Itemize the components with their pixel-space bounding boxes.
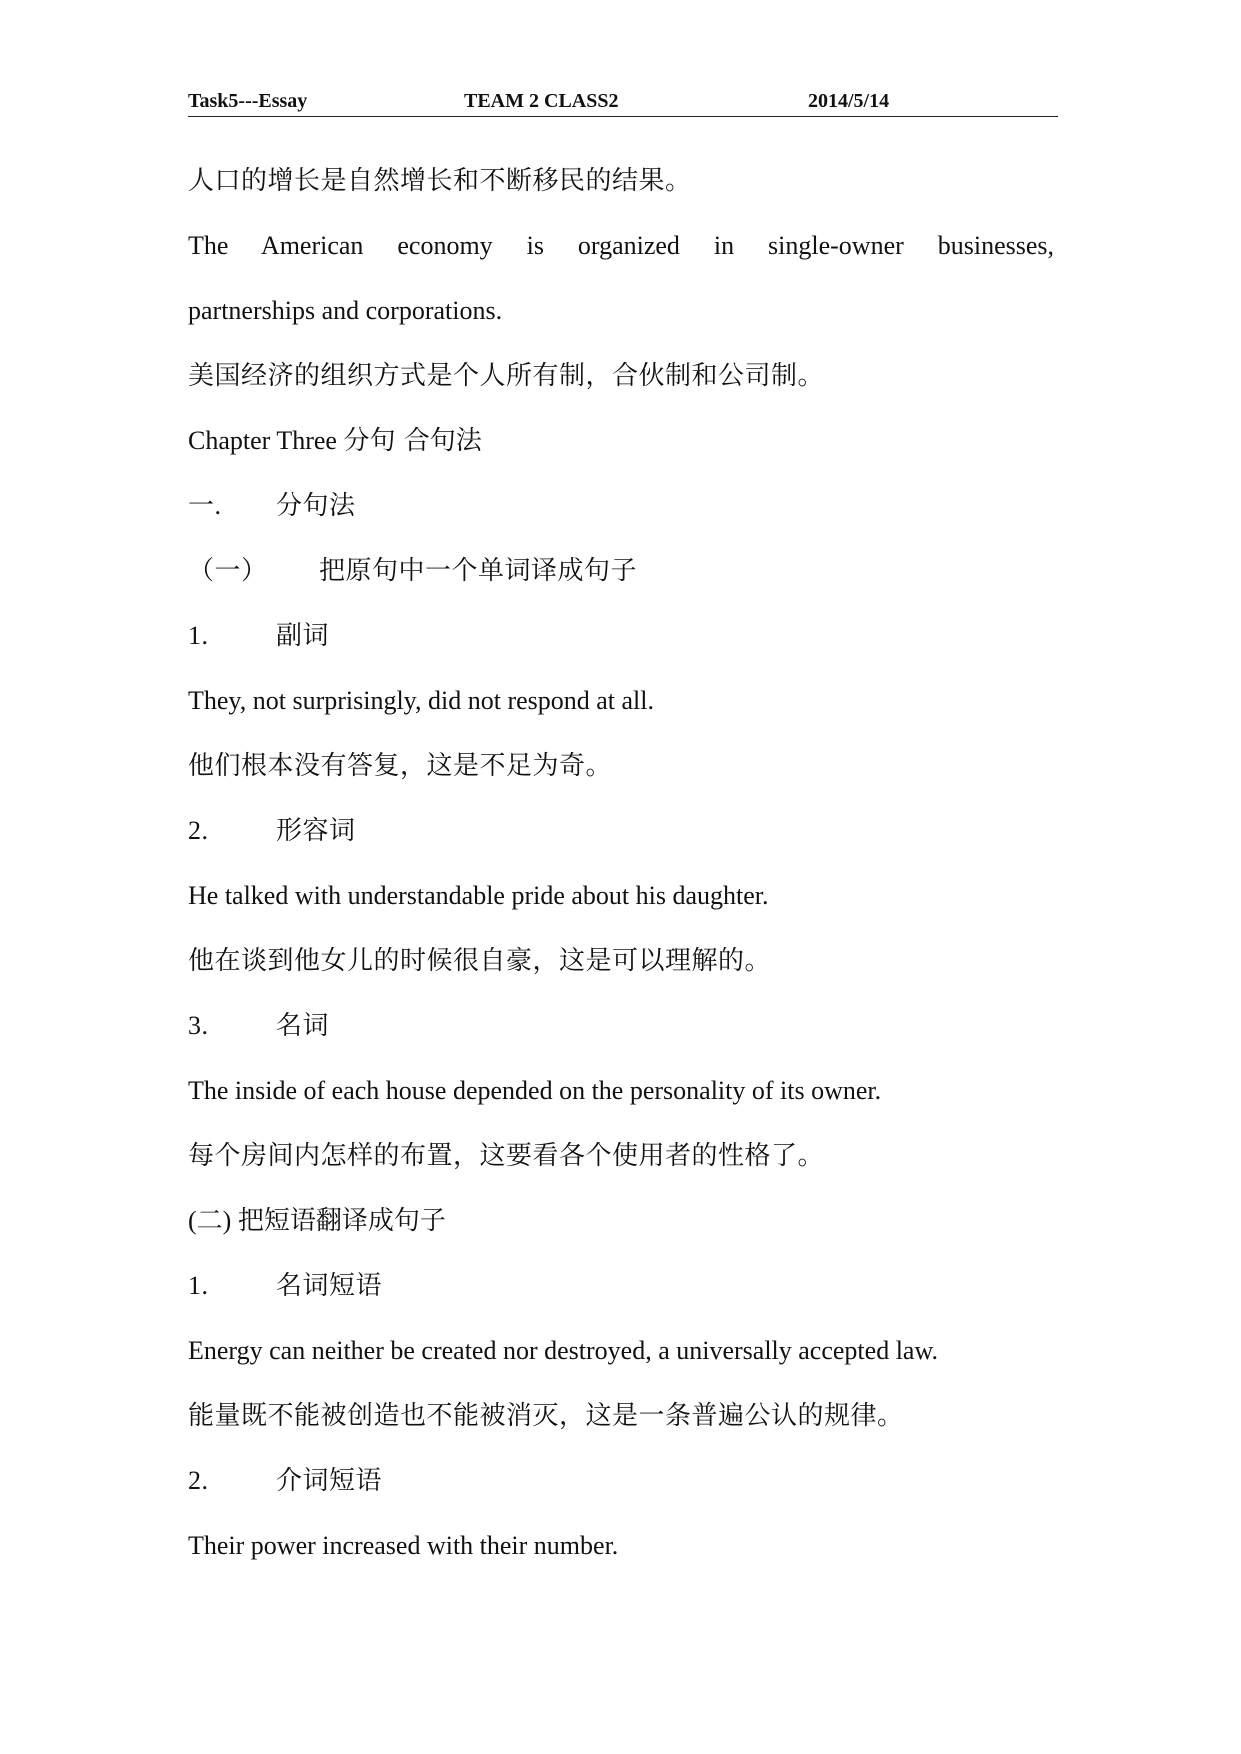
chapter-heading-cn: 分句 合句法 [343,426,482,456]
subsection-number: (二) [188,1206,238,1235]
list-item-title: 形容词 [276,816,356,846]
example-sentence-en: He talked with understandable pride about his daughter. [188,881,769,910]
example-sentence-en: They, not surprisingly, did not respond at all. [188,686,655,715]
example-sentence-en: The inside of each house depended on the personality of its owner. [188,1076,882,1105]
list-item-number: 2. [188,1466,209,1495]
list-item-number: 3. [188,1011,209,1040]
header-task-label: Task5---Essay [188,90,308,112]
paragraph-cn-economy: 美国经济的组织方式是个人所有制，合伙制和公司制。 [188,361,825,391]
example-sentence-cn: 能量既不能被创造也不能被消灭，这是一条普遍公认的规律。 [188,1401,904,1431]
list-item-number: 1. [188,621,209,650]
paragraph-cn-population: 人口的增长是自然增长和不断移民的结果。 [188,166,692,196]
list-item-title: 名词 [276,1011,330,1041]
list-item-number: 2. [188,816,209,845]
list-item-heading [188,1260,1054,1325]
subsection-title: 把原句中一个单词译成句子 [319,556,638,586]
subsection-number: （一） [188,556,268,586]
subsection-title: 把短语翻译成句子 [237,1206,446,1236]
paragraph-en-economy-line2: partnerships and corporations. [188,296,503,325]
example-sentence-cn: 他在谈到他女儿的时候很自豪，这是可以理解的。 [188,946,772,976]
page-header [188,88,1058,117]
subsection-heading-1 [188,545,1054,610]
example-sentence-cn: 他们根本没有答复，这是不足为奇。 [188,751,613,781]
example-sentence-en: Energy can neither be created nor destroyed, a universally accepted law. [188,1336,939,1365]
chapter-heading [188,415,1054,480]
section-heading-1 [188,480,1054,545]
document-body [188,155,1054,1585]
list-item-heading [188,610,1054,675]
list-item-heading [188,1455,1054,1520]
list-item-heading [188,1000,1054,1065]
example-sentence-en: Their power increased with their number. [188,1531,619,1560]
list-item-heading [188,805,1054,870]
section-number: 一. [188,491,222,520]
paragraph-en-economy-line1: The American economy is organized in single-owner businesses, [188,231,1054,260]
example-sentence-cn: 每个房间内怎样的布置，这要看各个使用者的性格了。 [188,1141,825,1171]
header-team-label: TEAM 2 CLASS2 [464,90,619,112]
section-title: 分句法 [276,491,356,521]
list-item-title: 副词 [276,621,330,651]
header-date: 2014/5/14 [808,90,890,112]
list-item-title: 介词短语 [276,1466,383,1496]
list-item-title: 名词短语 [276,1271,383,1301]
list-item-number: 1. [188,1271,209,1300]
subsection-heading-2 [188,1195,1054,1260]
chapter-heading-en: Chapter Three [188,426,344,455]
